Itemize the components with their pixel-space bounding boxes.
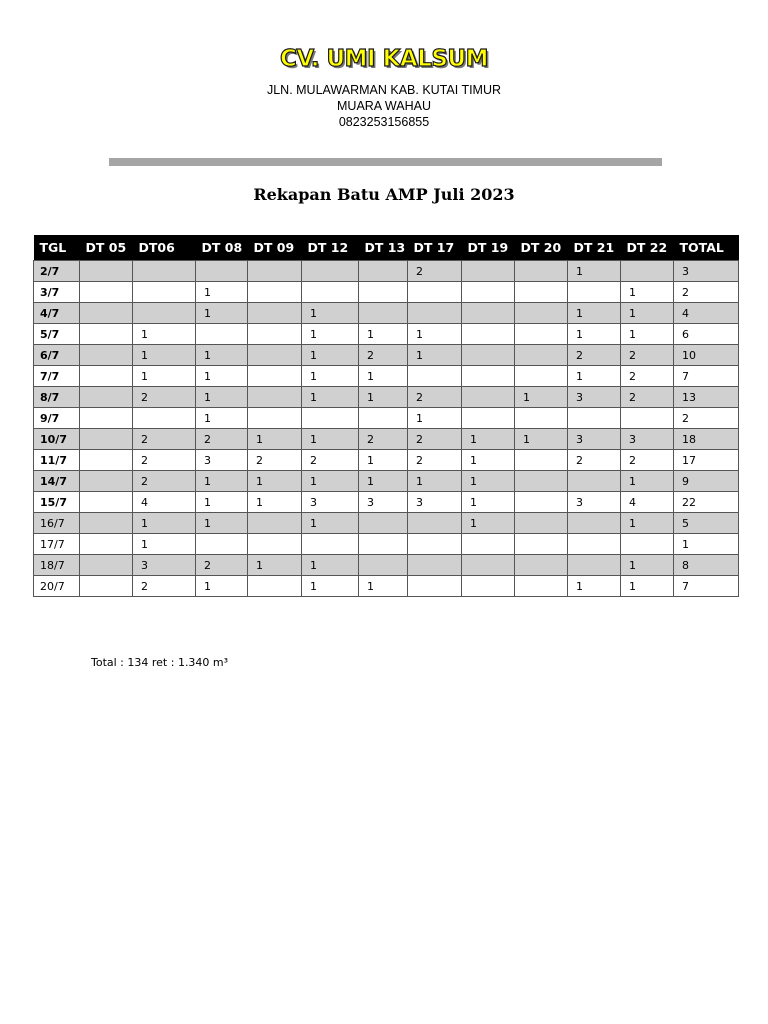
date-cell: 10/7: [34, 429, 80, 450]
table-row: [34, 345, 739, 366]
truck-count-cell: 2: [359, 429, 408, 450]
table-row: [34, 534, 739, 555]
recap-table: [33, 235, 739, 597]
date-cell: 11/7: [34, 450, 80, 471]
truck-count-cell: 2: [302, 450, 359, 471]
truck-count-cell: 1: [621, 555, 674, 576]
truck-count-cell: [408, 555, 462, 576]
table-header-row: [34, 235, 739, 261]
truck-count-cell: 1: [196, 366, 248, 387]
truck-count-cell: 1: [196, 576, 248, 597]
truck-count-cell: 1: [302, 303, 359, 324]
truck-count-cell: [515, 492, 568, 513]
truck-count-cell: [408, 576, 462, 597]
truck-count-cell: [359, 555, 408, 576]
date-cell: 2/7: [34, 261, 80, 282]
truck-count-cell: 1: [568, 303, 621, 324]
truck-count-cell: [248, 576, 302, 597]
truck-count-cell: [359, 282, 408, 303]
company-name: CV. UMI KALSUM: [280, 46, 488, 72]
truck-count-cell: 3: [196, 450, 248, 471]
truck-count-cell: 2: [408, 261, 462, 282]
total-cell: 18: [674, 429, 739, 450]
truck-count-cell: [408, 303, 462, 324]
company-address: JLN. MULAWARMAN KAB. KUTAI TIMUR: [266, 83, 502, 97]
truck-count-cell: 1: [408, 408, 462, 429]
truck-count-cell: 2: [196, 429, 248, 450]
total-cell: 4: [674, 303, 739, 324]
truck-count-cell: [248, 534, 302, 555]
truck-count-cell: 1: [462, 450, 515, 471]
truck-count-cell: 2: [621, 366, 674, 387]
truck-count-cell: [80, 513, 133, 534]
truck-count-cell: [248, 408, 302, 429]
truck-count-cell: 1: [568, 261, 621, 282]
truck-count-cell: [568, 282, 621, 303]
total-cell: 2: [674, 408, 739, 429]
truck-count-cell: 1: [621, 324, 674, 345]
truck-count-cell: 1: [133, 513, 196, 534]
table-row: [34, 303, 739, 324]
truck-count-cell: 1: [302, 471, 359, 492]
truck-count-cell: [80, 429, 133, 450]
truck-count-cell: 1: [196, 513, 248, 534]
truck-count-cell: [515, 282, 568, 303]
truck-count-cell: [408, 366, 462, 387]
date-cell: 14/7: [34, 471, 80, 492]
truck-count-cell: [302, 408, 359, 429]
column-header: TGL: [34, 235, 80, 261]
truck-count-cell: [515, 534, 568, 555]
truck-count-cell: 1: [408, 324, 462, 345]
truck-count-cell: 1: [621, 303, 674, 324]
date-cell: 17/7: [34, 534, 80, 555]
truck-count-cell: 1: [196, 471, 248, 492]
total-cell: 7: [674, 366, 739, 387]
truck-count-cell: 2: [196, 555, 248, 576]
truck-count-cell: [515, 261, 568, 282]
truck-count-cell: 1: [302, 345, 359, 366]
date-cell: 4/7: [34, 303, 80, 324]
column-header: DT 22: [621, 235, 674, 261]
truck-count-cell: 1: [133, 534, 196, 555]
truck-count-cell: [621, 408, 674, 429]
table-row: [34, 429, 739, 450]
truck-count-cell: 1: [621, 513, 674, 534]
truck-count-cell: 1: [408, 471, 462, 492]
truck-count-cell: [515, 324, 568, 345]
truck-count-cell: 1: [408, 345, 462, 366]
truck-count-cell: [196, 261, 248, 282]
truck-count-cell: [462, 303, 515, 324]
truck-count-cell: 3: [621, 429, 674, 450]
truck-count-cell: 1: [568, 576, 621, 597]
truck-count-cell: [248, 513, 302, 534]
truck-count-cell: [248, 261, 302, 282]
truck-count-cell: 1: [196, 345, 248, 366]
truck-count-cell: [462, 387, 515, 408]
total-cell: 2: [674, 282, 739, 303]
total-cell: 22: [674, 492, 739, 513]
truck-count-cell: [515, 576, 568, 597]
truck-count-cell: 2: [621, 345, 674, 366]
truck-count-cell: 1: [133, 345, 196, 366]
truck-count-cell: [568, 408, 621, 429]
truck-count-cell: [133, 261, 196, 282]
total-cell: 9: [674, 471, 739, 492]
truck-count-cell: [359, 303, 408, 324]
table-row: [34, 492, 739, 513]
truck-count-cell: 1: [196, 492, 248, 513]
truck-count-cell: 1: [248, 492, 302, 513]
truck-count-cell: 2: [408, 450, 462, 471]
truck-count-cell: 1: [359, 387, 408, 408]
column-header: DT 05: [80, 235, 133, 261]
truck-count-cell: [462, 282, 515, 303]
truck-count-cell: [621, 261, 674, 282]
total-cell: 7: [674, 576, 739, 597]
truck-count-cell: [80, 387, 133, 408]
document-title: Rekapan Batu AMP Juli 2023: [253, 185, 515, 204]
truck-count-cell: 2: [133, 576, 196, 597]
truck-count-cell: 1: [568, 324, 621, 345]
column-header: DT 08: [196, 235, 248, 261]
table-row: [34, 408, 739, 429]
truck-count-cell: 1: [359, 324, 408, 345]
truck-count-cell: [515, 303, 568, 324]
truck-count-cell: 1: [302, 513, 359, 534]
truck-count-cell: [302, 282, 359, 303]
table-row: [34, 366, 739, 387]
truck-count-cell: 1: [462, 471, 515, 492]
truck-count-cell: 1: [302, 576, 359, 597]
truck-count-cell: [462, 555, 515, 576]
total-cell: 10: [674, 345, 739, 366]
total-cell: 6: [674, 324, 739, 345]
truck-count-cell: 2: [248, 450, 302, 471]
truck-count-cell: [568, 534, 621, 555]
table-row: [34, 513, 739, 534]
truck-count-cell: 1: [515, 429, 568, 450]
truck-count-cell: [80, 555, 133, 576]
company-city: MUARA WAHAU: [337, 99, 431, 113]
column-header: DT 20: [515, 235, 568, 261]
truck-count-cell: 3: [302, 492, 359, 513]
truck-count-cell: 2: [133, 387, 196, 408]
truck-count-cell: 1: [302, 429, 359, 450]
truck-count-cell: 1: [359, 576, 408, 597]
truck-count-cell: 1: [462, 513, 515, 534]
truck-count-cell: 1: [621, 576, 674, 597]
truck-count-cell: [515, 408, 568, 429]
truck-count-cell: [80, 408, 133, 429]
truck-count-cell: [80, 576, 133, 597]
truck-count-cell: [80, 345, 133, 366]
truck-count-cell: [462, 261, 515, 282]
truck-count-cell: 1: [133, 366, 196, 387]
truck-count-cell: [133, 408, 196, 429]
date-cell: 8/7: [34, 387, 80, 408]
truck-count-cell: 1: [196, 282, 248, 303]
truck-count-cell: [196, 324, 248, 345]
truck-count-cell: [80, 282, 133, 303]
truck-count-cell: [621, 534, 674, 555]
truck-count-cell: 3: [568, 387, 621, 408]
truck-count-cell: 2: [408, 387, 462, 408]
truck-count-cell: 1: [621, 471, 674, 492]
column-header: DT 09: [248, 235, 302, 261]
truck-count-cell: 2: [568, 345, 621, 366]
truck-count-cell: [248, 345, 302, 366]
date-cell: 15/7: [34, 492, 80, 513]
truck-count-cell: [80, 492, 133, 513]
company-phone: 0823253156855: [338, 115, 430, 129]
truck-count-cell: 1: [248, 429, 302, 450]
truck-count-cell: 1: [302, 324, 359, 345]
truck-count-cell: 2: [568, 450, 621, 471]
total-cell: 5: [674, 513, 739, 534]
total-cell: 1: [674, 534, 739, 555]
column-header: DT 21: [568, 235, 621, 261]
truck-count-cell: [196, 534, 248, 555]
truck-count-cell: 1: [302, 387, 359, 408]
truck-count-cell: [80, 324, 133, 345]
truck-count-cell: [248, 282, 302, 303]
truck-count-cell: 1: [359, 366, 408, 387]
truck-count-cell: [248, 324, 302, 345]
truck-count-cell: [80, 366, 133, 387]
truck-count-cell: [302, 534, 359, 555]
date-cell: 3/7: [34, 282, 80, 303]
truck-count-cell: 3: [133, 555, 196, 576]
truck-count-cell: 2: [133, 450, 196, 471]
truck-count-cell: 1: [621, 282, 674, 303]
truck-count-cell: 3: [359, 492, 408, 513]
truck-count-cell: 2: [133, 471, 196, 492]
truck-count-cell: 2: [621, 450, 674, 471]
date-cell: 7/7: [34, 366, 80, 387]
truck-count-cell: 1: [196, 387, 248, 408]
total-cell: 17: [674, 450, 739, 471]
truck-count-cell: [462, 345, 515, 366]
truck-count-cell: [359, 408, 408, 429]
truck-count-cell: 3: [568, 429, 621, 450]
truck-count-cell: [408, 282, 462, 303]
truck-count-cell: [133, 303, 196, 324]
header-divider: [109, 158, 662, 166]
truck-count-cell: [462, 576, 515, 597]
table-row: [34, 324, 739, 345]
truck-count-cell: [515, 471, 568, 492]
truck-count-cell: 1: [196, 303, 248, 324]
truck-count-cell: 1: [359, 471, 408, 492]
truck-count-cell: [133, 282, 196, 303]
truck-count-cell: 1: [133, 324, 196, 345]
truck-count-cell: 1: [568, 366, 621, 387]
truck-count-cell: [248, 366, 302, 387]
truck-count-cell: [462, 408, 515, 429]
truck-count-cell: [462, 366, 515, 387]
truck-count-cell: 1: [248, 555, 302, 576]
truck-count-cell: [462, 534, 515, 555]
truck-count-cell: 1: [196, 408, 248, 429]
table-row: [34, 282, 739, 303]
date-cell: 20/7: [34, 576, 80, 597]
truck-count-cell: 4: [133, 492, 196, 513]
truck-count-cell: 1: [462, 429, 515, 450]
truck-count-cell: [568, 471, 621, 492]
grand-total: Total : 134 ret : 1.340 m³: [91, 656, 229, 669]
truck-count-cell: [515, 555, 568, 576]
truck-count-cell: [302, 261, 359, 282]
truck-count-cell: [80, 303, 133, 324]
truck-count-cell: 1: [302, 366, 359, 387]
truck-count-cell: 3: [408, 492, 462, 513]
column-header: DT 17: [408, 235, 462, 261]
truck-count-cell: [408, 513, 462, 534]
date-cell: 18/7: [34, 555, 80, 576]
date-cell: 6/7: [34, 345, 80, 366]
truck-count-cell: [80, 534, 133, 555]
table-row: [34, 450, 739, 471]
truck-count-cell: [248, 387, 302, 408]
truck-count-cell: [248, 303, 302, 324]
truck-count-cell: [568, 513, 621, 534]
truck-count-cell: [515, 513, 568, 534]
truck-count-cell: 2: [408, 429, 462, 450]
truck-count-cell: 4: [621, 492, 674, 513]
truck-count-cell: 2: [359, 345, 408, 366]
total-cell: 3: [674, 261, 739, 282]
truck-count-cell: [359, 513, 408, 534]
column-header: TOTAL: [674, 235, 739, 261]
truck-count-cell: 1: [359, 450, 408, 471]
table-row: [34, 387, 739, 408]
truck-count-cell: [515, 345, 568, 366]
truck-count-cell: [80, 471, 133, 492]
table-row: [34, 576, 739, 597]
column-header: DT 12: [302, 235, 359, 261]
table-row: [34, 555, 739, 576]
date-cell: 9/7: [34, 408, 80, 429]
truck-count-cell: 1: [462, 492, 515, 513]
truck-count-cell: [462, 324, 515, 345]
total-cell: 8: [674, 555, 739, 576]
truck-count-cell: 1: [515, 387, 568, 408]
date-cell: 5/7: [34, 324, 80, 345]
date-cell: 16/7: [34, 513, 80, 534]
truck-count-cell: 2: [133, 429, 196, 450]
truck-count-cell: 3: [568, 492, 621, 513]
truck-count-cell: [80, 450, 133, 471]
truck-count-cell: [359, 534, 408, 555]
truck-count-cell: 1: [248, 471, 302, 492]
truck-count-cell: [568, 555, 621, 576]
column-header: DT06: [133, 235, 196, 261]
truck-count-cell: [359, 261, 408, 282]
truck-count-cell: 1: [302, 555, 359, 576]
column-header: DT 13: [359, 235, 408, 261]
truck-count-cell: [408, 534, 462, 555]
total-cell: 13: [674, 387, 739, 408]
table-row: [34, 471, 739, 492]
truck-count-cell: [80, 261, 133, 282]
truck-count-cell: 2: [621, 387, 674, 408]
column-header: DT 19: [462, 235, 515, 261]
truck-count-cell: [515, 366, 568, 387]
table-row: [34, 261, 739, 282]
truck-count-cell: [515, 450, 568, 471]
